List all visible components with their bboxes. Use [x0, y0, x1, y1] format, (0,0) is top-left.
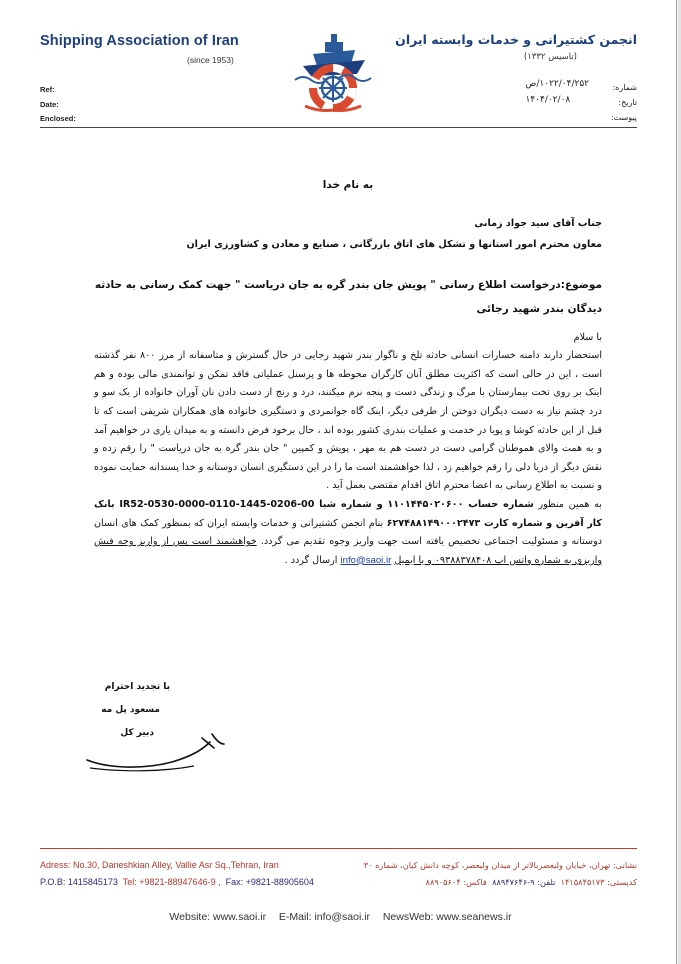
fax-fa: فاکس: ۸۸۹۰۵۶۰۴ — [425, 877, 487, 887]
pob-fa: کدپستی: ۱۴۱۵۸۴۵۱۷۳ — [560, 877, 637, 887]
p2-rest: بنام انجمن کشتیرانی و خدمات وابسته ایران که بمنظور کمک های انسان دوستانه و مسئولیت اجتماعی تخصیص یافته است جهت واریز وجوه تقدیم می گردد. — [94, 517, 602, 548]
address-fa: نشانی: تهران، خیابان ولیعصربالاتر از میدان ولیعصر، کوچه دانش کیان، شماره ۳۰ — [363, 860, 637, 870]
recipient-title: معاون محترم امور استانها و تشکل های اتاق بازرگانی ، صنایع و معادن و کشاورزی ایران — [186, 238, 602, 250]
p2-end: ارسال گردد . — [284, 554, 338, 566]
contact-email-link[interactable]: info@saoi.ir — [340, 554, 392, 566]
enclosed-label-en: Enclosed: — [40, 114, 76, 123]
contact-en: P.O.B: 1415845173 Tel: +9821-88947646-9 , Fax: +9821-88905604 — [40, 877, 314, 887]
footer-fa — [364, 857, 637, 891]
newsweb-link[interactable]: NewsWeb: www.seanews.ir — [382, 911, 512, 923]
header-en — [40, 33, 239, 65]
number-label-fa: شماره: — [612, 83, 637, 92]
letter-date: ۱۴۰۴/۰۲/۰۸ — [525, 95, 571, 105]
subject: موضوع:درخواست اطلاع رسانی " پویش جان بندر گره به جان دریاست " جهت کمک رسانی به حادثه دیدگان بندر شهید رجائی — [94, 278, 602, 315]
tel-en: Tel: +9821-88947646-9 — [122, 877, 216, 887]
email-link[interactable]: E-Mail: info@saoi.ir — [278, 911, 371, 923]
basmala: به نام خدا — [322, 179, 374, 191]
header-divider — [40, 127, 637, 128]
sheba-label: و شماره شبا — [319, 498, 383, 510]
letter-body — [94, 176, 602, 570]
meta-values — [526, 76, 590, 108]
paragraph-1: استحضار دارند دامنه خسارات انسانی حادثه تلخ و ناگوار بندر شهید رجایی در حال گسترش و متاسفانه از مرز ۸۰۰ نفر گذشته است ، این در حالی است که اکثریت مطلق آنان کارگران محوطه ها و پرسنل عملیاتی فاقد تمکن و توانمندی مالی بوده و هم اینک بر روی تخت بیمارستان با مرگ و زندگی دست و پنجه نرم میکنند، درد و رنج از دست دادن نان آوران خانواده از یک سو و درد چشم نیاز به دست دیگران دوختن از طرفی دیگر، اینک گاه جوانمردی و دستگیری خانواده های همکاران شریفی است که تا قبل از این حادثه کوشا و پویا در خدمت و عملیات بندری کشور بوده اند ، حال برخود فرض دانسته و به میدان یاری در خواهیم آمد و به همت والای هموطنان گرامی دست در دست هم به مهر ، پویش و کمپین " جان بندر گره به جان دریاست " را رقم زده و نقش دیگر از دریا دلی را رقم خواهیم زد ، لذا خواهشمند است ما را در این دستگیری انسان دوستانه و خدا پسندانه حمایت نموده و نسبت به اطلاع رسانی به اعضا محترم اتاق اقدام مقتضی بعمل آید . — [94, 350, 602, 492]
association-logo — [285, 30, 381, 114]
regards: با تجدید احترام — [104, 682, 170, 692]
website-link[interactable]: Website: www.saoi.ir — [169, 911, 267, 923]
pob-en: P.O.B: 1415845173 — [40, 877, 118, 887]
contact-fa — [364, 874, 637, 891]
recipient-name: جناب آقای سید جواد زمانی — [474, 217, 602, 229]
footer-divider — [40, 848, 637, 849]
page-edge — [676, 0, 677, 964]
meta-en — [40, 83, 76, 127]
address-en: Adress: No.30, Daneshkian Alley, Vallie Asr Sq.,Tehran, Iran — [40, 860, 279, 870]
date-label-fa: تاریخ: — [618, 98, 637, 107]
tel-fa: تلفن: ۹-۸۸۹۴۷۶۴۶ — [492, 877, 556, 887]
date-label-en: Date: — [40, 99, 59, 109]
signer-title: دبیر کل — [120, 728, 154, 738]
signer-name: مسعود پل مه — [101, 705, 160, 715]
ref-label: Ref: — [40, 85, 55, 94]
greeting: با سلام — [573, 331, 602, 343]
account-number: ۱۱۰۱۴۴۵۰۲۰۶۰۰ — [387, 498, 464, 510]
p2-start: به همین منظور — [538, 498, 602, 510]
org-name-fa: انجمن کشتیرانی و خدمات وابسته ایران — [395, 32, 637, 47]
header-fa — [395, 32, 637, 62]
p2-request: خواهشمند است پس از واریز وجه فیش واریزی به شماره واتس اپ ۰۹۳۸۸۳۷۸۴۰۸ و یا ایمیل — [94, 536, 602, 566]
sheba-number: IR52-0530-0000-0110-1445-0206-00 — [119, 498, 315, 510]
footer-web — [0, 911, 681, 923]
letter-number: ۱۰۲۲/۰۴/۲۵۲/ص — [525, 79, 589, 89]
org-name-en: Shipping Association of Iran — [40, 33, 239, 49]
enclosed-label-fa: پیوست: — [610, 113, 637, 122]
paragraph-2 — [94, 496, 602, 570]
since-en: (since 1953) — [187, 55, 234, 65]
account-label: شماره حساب — [468, 498, 534, 510]
meta-fa — [611, 80, 637, 125]
est-fa: (تاسیس ۱۳۳۲) — [523, 52, 577, 62]
footer-en — [40, 857, 314, 891]
handwritten-signature — [82, 730, 232, 775]
bank-card: بانک کار آفرین و شماره کارت ۶۲۷۴۸۸۱۴۹۰۰۰۲۴۷۳ — [94, 498, 602, 529]
fax-en: Fax: +9821-88905604 — [225, 877, 314, 887]
